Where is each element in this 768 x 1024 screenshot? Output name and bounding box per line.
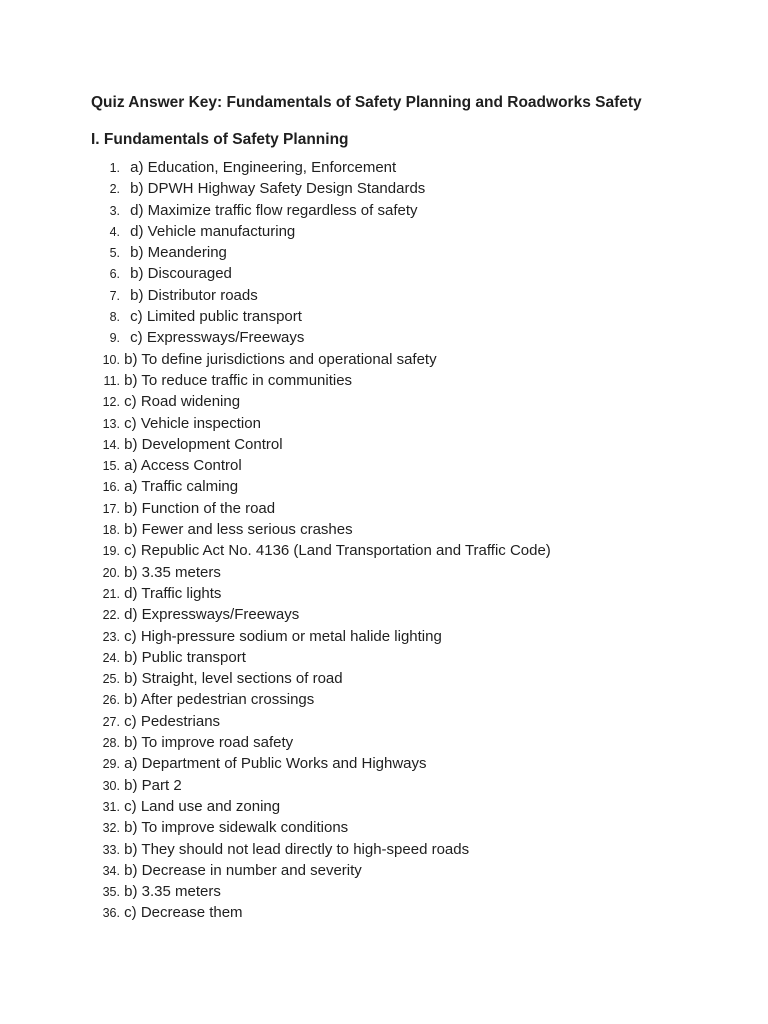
item-number: 31. [102, 799, 120, 814]
list-item [91, 200, 751, 221]
item-number: 10. [102, 352, 120, 367]
item-answer: b) Fewer and less serious crashes [124, 521, 353, 539]
item-answer: b) They should not lead directly to high-speed roads [124, 840, 470, 858]
item-answer: b) DPWH Highway Safety Design Standards [130, 180, 426, 198]
item-number: 36. [102, 906, 120, 921]
item-answer: c) Limited public transport [130, 308, 302, 326]
list-item [91, 434, 751, 455]
list-item [91, 902, 751, 923]
list-item [91, 775, 751, 796]
list-item [91, 391, 751, 412]
list-item [91, 455, 751, 476]
item-answer: b) Discouraged [130, 265, 232, 283]
item-answer: d) Vehicle manufacturing [130, 222, 296, 240]
item-answer: a) Education, Engineering, Enforcement [130, 159, 397, 176]
list-item [91, 157, 751, 178]
list-item [91, 562, 751, 583]
item-number: 4. [109, 224, 120, 239]
item-number: 27. [102, 714, 120, 729]
list-item [91, 519, 751, 540]
item-answer: a) Department of Public Works and Highways [124, 755, 427, 773]
item-number: 22. [102, 608, 120, 623]
item-answer: b) To improve road safety [124, 734, 294, 752]
list-item [91, 626, 751, 647]
item-answer: c) Land use and zoning [124, 797, 281, 815]
item-number: 7. [109, 288, 120, 303]
item-answer: c) Republic Act No. 4136 (Land Transportation and Traffic Code) [124, 542, 551, 560]
item-answer: d) Traffic lights [124, 584, 222, 602]
item-number: 28. [102, 736, 120, 751]
item-answer: b) Straight, level sections of road [124, 670, 343, 688]
item-answer: b) After pedestrian crossings [124, 691, 315, 709]
item-number: 23. [102, 629, 120, 644]
item-answer: b) Meandering [130, 244, 227, 262]
item-answer: b) Part 2 [124, 776, 182, 794]
list-item [91, 732, 751, 753]
item-number: 32. [102, 821, 120, 836]
item-number: 25. [102, 672, 120, 687]
list-item [91, 285, 751, 306]
item-answer: c) Decrease them [124, 904, 243, 922]
item-number: 34. [102, 863, 120, 878]
list-item [91, 221, 751, 242]
item-number: 14. [102, 437, 120, 452]
item-number: 1. [109, 161, 120, 175]
item-answer: a) Access Control [124, 457, 242, 475]
list-item [91, 370, 751, 391]
item-number: 5. [109, 246, 120, 261]
item-number: 16. [102, 480, 120, 495]
list-item [91, 817, 751, 838]
list-item [91, 860, 751, 881]
item-answer: b) Distributor roads [130, 286, 258, 304]
list-item [91, 689, 751, 710]
answer-list [91, 157, 751, 924]
item-number: 26. [102, 693, 120, 708]
item-answer: b) To improve sidewalk conditions [124, 819, 349, 837]
list-item [91, 306, 751, 327]
item-number: 30. [102, 778, 120, 793]
document-title: Quiz Answer Key: Fundamentals of Safety Planning and Roadworks Safety [91, 94, 642, 111]
item-answer: b) Function of the road [124, 499, 276, 517]
item-number: 9. [109, 331, 120, 346]
item-answer: d) Maximize traffic flow regardless of safety [130, 201, 418, 219]
item-answer: a) Traffic calming [124, 478, 239, 496]
item-answer: c) Expressways/Freeways [130, 329, 305, 347]
item-number: 21. [102, 586, 120, 601]
list-item [91, 498, 751, 519]
list-item [91, 413, 751, 434]
list-item [91, 178, 751, 199]
item-answer: b) 3.35 meters [124, 883, 221, 901]
item-number: 3. [109, 203, 120, 218]
list-item [91, 540, 751, 561]
item-answer: b) To define jurisdictions and operational safety [124, 350, 437, 368]
list-item [91, 349, 751, 370]
item-answer: c) Pedestrians [124, 712, 221, 730]
item-number: 35. [102, 885, 120, 900]
section-title: I. Fundamentals of Safety Planning [91, 131, 349, 148]
item-answer: c) High-pressure sodium or metal halide lighting [124, 627, 442, 645]
item-number: 19. [102, 544, 120, 559]
list-item [91, 711, 751, 732]
list-item [91, 604, 751, 625]
item-answer: b) Decrease in number and severity [124, 861, 362, 879]
item-number: 8. [109, 310, 120, 325]
list-item [91, 647, 751, 668]
list-item [91, 327, 751, 348]
list-item [91, 668, 751, 689]
item-answer: c) Road widening [124, 393, 241, 411]
list-item [91, 242, 751, 263]
list-item [91, 753, 751, 774]
list-item [91, 839, 751, 860]
item-number: 24. [102, 650, 120, 665]
list-item [91, 263, 751, 284]
item-number: 13. [102, 416, 120, 431]
item-answer: b) Development Control [124, 435, 283, 453]
item-number: 2. [109, 182, 120, 197]
item-number: 11. [103, 373, 120, 388]
item-answer: b) To reduce traffic in communities [124, 371, 353, 389]
list-item [91, 881, 751, 902]
item-number: 20. [102, 565, 120, 580]
item-number: 33. [102, 842, 120, 857]
list-item [91, 796, 751, 817]
item-number: 15. [102, 459, 120, 474]
item-answer: d) Expressways/Freeways [124, 606, 300, 624]
item-answer: c) Vehicle inspection [124, 414, 261, 432]
item-answer: b) 3.35 meters [124, 563, 221, 581]
item-number: 17. [102, 501, 120, 516]
item-number: 6. [109, 267, 120, 282]
list-item [91, 583, 751, 604]
document-page [91, 92, 751, 924]
item-number: 29. [102, 757, 120, 772]
item-number: 12. [102, 395, 120, 410]
list-item [91, 476, 751, 497]
item-answer: b) Public transport [124, 648, 246, 666]
item-number: 18. [102, 523, 120, 538]
